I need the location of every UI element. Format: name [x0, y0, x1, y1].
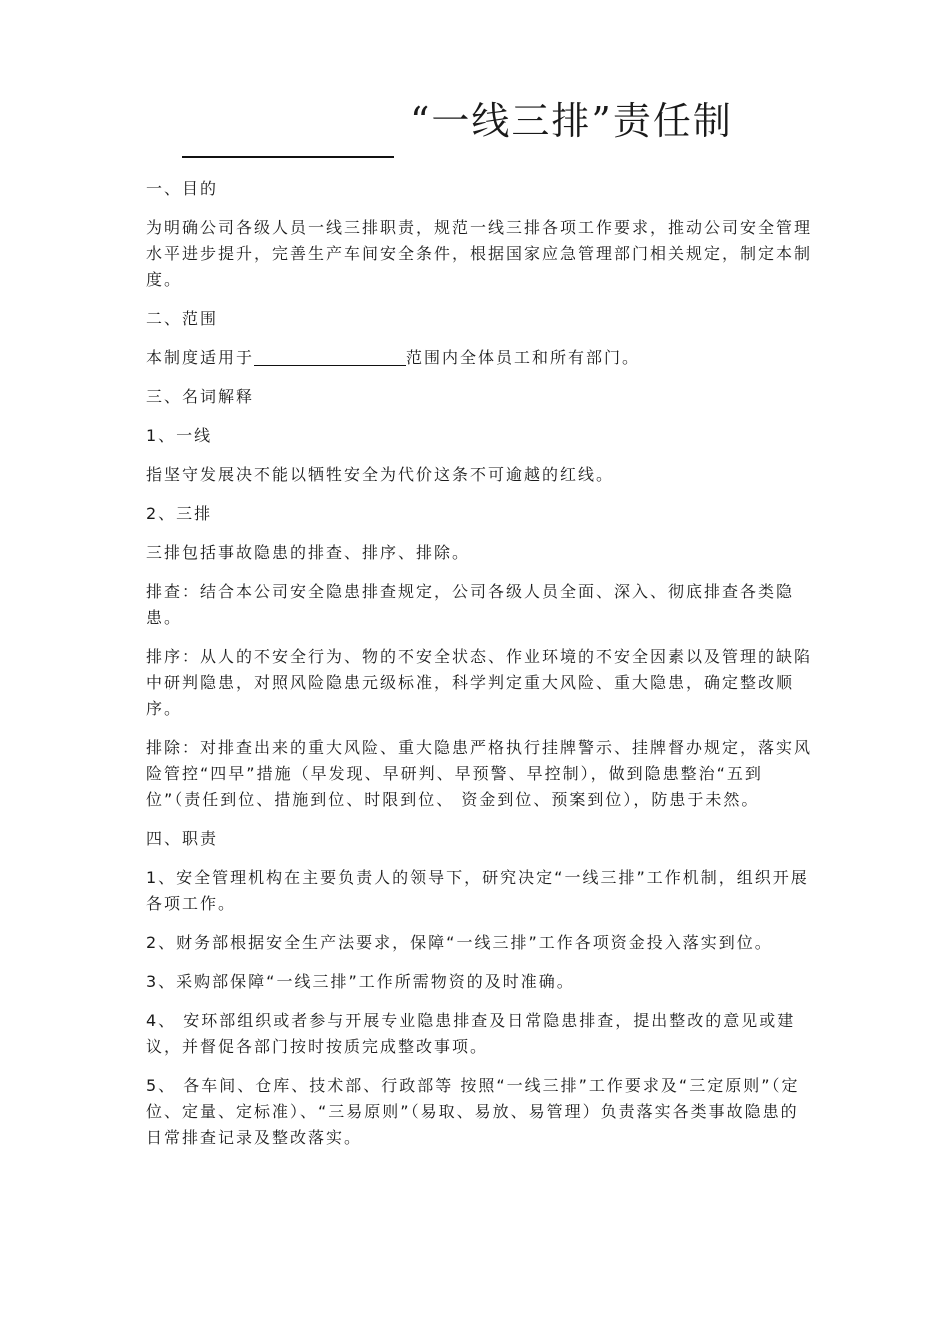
term1-heading: 1、一线	[146, 426, 213, 445]
duty-item-5: 5、 各车间、仓库、技术部、行政部等 按照“一线三排”工作要求及“三定原则”（定位、定量、定标准）、“三易原则”（易取、易放、易管理）负责落实各类事故隐患的日常排查记录及整改落实。	[146, 1076, 800, 1147]
duty-item-2: 2、财务部根据安全生产法要求，保障“一线三排”工作各项资金投入落实到位。	[146, 933, 773, 952]
scope-text-before: 本制度适用于	[146, 348, 255, 367]
purpose-heading: 一、目的	[146, 179, 219, 198]
term2-paragraph: 三排包括事故隐患的排查、排序、排除。	[146, 543, 471, 562]
term1-paragraph: 指坚守发展决不能以牺牲安全为代价这条不可逾越的红线。	[146, 465, 615, 484]
scope-text-after: 范围内全体员工和所有部门。	[406, 348, 641, 367]
scope-paragraph	[146, 345, 816, 371]
order-paragraph: 排序：从人的不安全行为、物的不安全状态、作业环境的不安全因素以及管理的缺陷中研判隐患，对照风险隐患元级标准，科学判定重大风险、重大隐患，确定整改顺序。	[146, 647, 813, 718]
document-title: “一线三排”责任制	[410, 99, 733, 143]
term2-heading: 2、三排	[146, 504, 213, 523]
title-underline	[182, 156, 394, 158]
scope-heading: 二、范围	[146, 309, 219, 328]
scope-blank-line	[254, 347, 406, 366]
remove-paragraph: 排除：对排查出来的重大风险、重大隐患严格执行挂牌警示、挂牌督办规定，落实风险管控“四早”措施（早发现、早研判、早预警、早控制），做到隐患整治“五到位”（责任到位、措施到位、时限到位、 资金到位、预案到位），防患于未然。	[146, 738, 813, 809]
purpose-paragraph: 为明确公司各级人员一线三排职责，规范一线三排各项工作要求，推动公司安全管理水平进步提升，完善生产车间安全条件，根据国家应急管理部门相关规定，制定本制度。	[146, 218, 813, 289]
duty-item-3: 3、采购部保障“一线三排”工作所需物资的及时准确。	[146, 972, 575, 991]
duty-item-4: 4、 安环部组织或者参与开展专业隐患排查及日常隐患排查，提出整改的意见或建议，并督促各部门按时按质完成整改事项。	[146, 1011, 796, 1056]
duties-heading: 四、职责	[146, 829, 219, 848]
duty-item-1: 1、安全管理机构在主要负责人的领导下，研究决定“一线三排”工作机制，组织开展各项工作。	[146, 868, 809, 913]
document-body	[146, 176, 816, 1164]
check-paragraph: 排查：结合本公司安全隐患排查规定，公司各级人员全面、深入、彻底排查各类隐患。	[146, 582, 795, 627]
terms-heading: 三、名词解释	[146, 387, 255, 406]
